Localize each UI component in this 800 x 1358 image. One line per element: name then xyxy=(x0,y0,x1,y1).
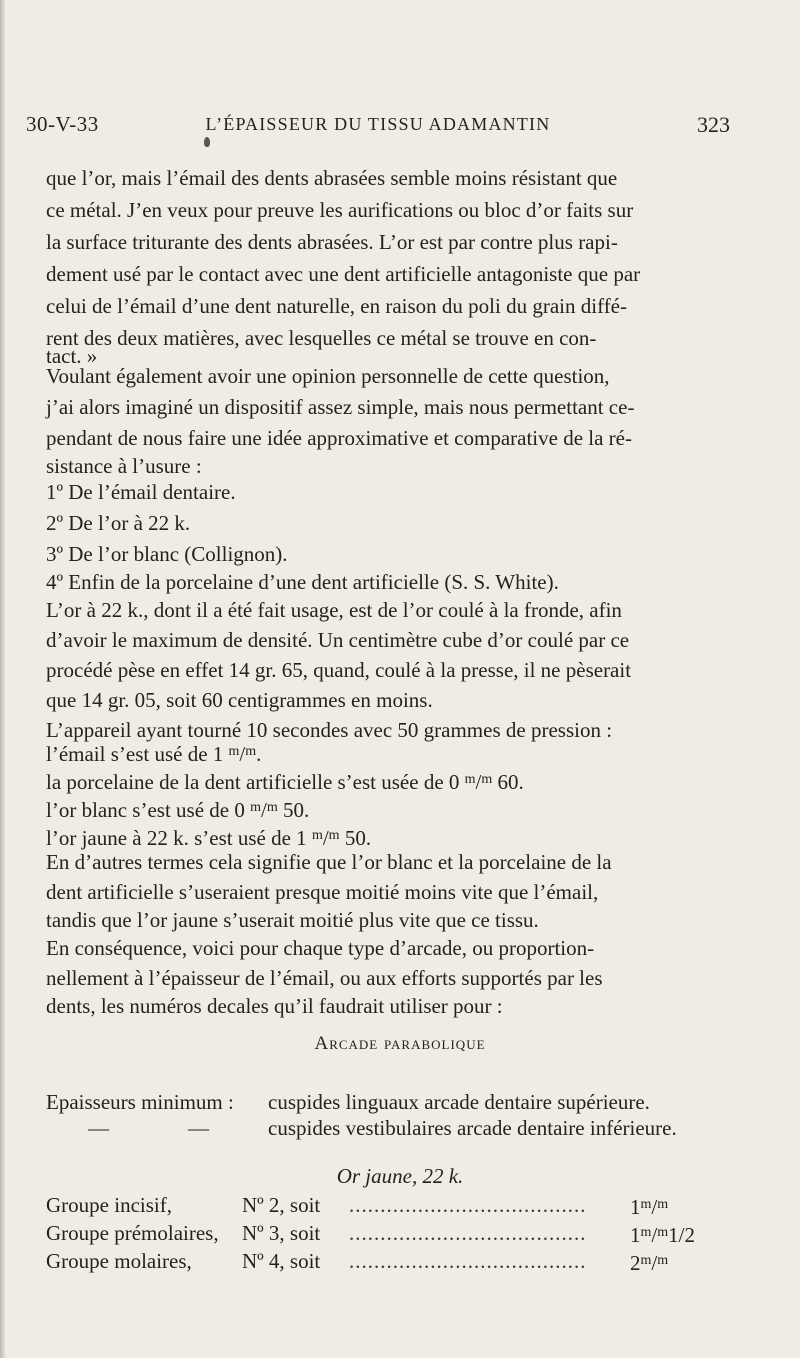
text-line: En d’autres termes cela signifie que l’or blanc et la porcelaine de la xyxy=(46,850,612,874)
subheading: Or jaune, 22 k. xyxy=(336,1164,464,1188)
text-line: j’ai alors imaginé un dispositif assez simple, mais nous permettant ce- xyxy=(46,395,635,419)
text-line: dement usé par le contact avec une dent artificielle antagoniste que par xyxy=(46,262,641,286)
text-line: L’or à 22 k., dont il a été fait usage, est de l’or coulé à la fronde, afin xyxy=(46,598,622,622)
text-line: dent artificielle s’useraient presque moitié moins vite que l’émail, xyxy=(46,880,599,904)
header-title: L’ÉPAISSEUR DU TISSU ADAMANTIN xyxy=(205,114,551,134)
ink-spot-mark xyxy=(204,137,210,147)
result-line: l’or blanc s’est usé de 0 $^m$/$^m$ 50. xyxy=(46,798,310,822)
ditto-dash: — xyxy=(188,1116,209,1140)
text-line: procédé pèse en effet 14 gr. 65, quand, coulé à la presse, il ne pèserait xyxy=(46,658,632,682)
list-item: 4º Enfin de la porcelaine d’une dent artificielle (S. S. White). xyxy=(46,570,559,594)
running-header xyxy=(26,112,730,142)
text-line: rent des deux matières, avec lesquelles ce métal se trouve en con- xyxy=(46,326,597,350)
result-line: la porcelaine de la dent artificielle s’est usée de 0 $^m$/$^m$ 60. xyxy=(46,770,524,794)
text-line: pendant de nous faire une idée approximative et comparative de la ré- xyxy=(46,426,632,450)
text-line: celui de l’émail d’une dent naturelle, en raison du poli du grain diffé- xyxy=(46,294,627,318)
text-line: ce métal. J’en veux pour preuve les aurifications ou bloc d’or faits sur xyxy=(46,198,634,222)
text-line: que l’or, mais l’émail des dents abrasées semble moins résistant que xyxy=(46,166,618,190)
text-line: tandis que l’or jaune s’userait moitié plus vite que ce tissu. xyxy=(46,908,539,932)
spec-line: cuspides vestibulaires arcade dentaire inférieure. xyxy=(268,1116,677,1140)
spec-label: Epaisseurs minimum : xyxy=(46,1090,234,1114)
list-item: 3º De l’or blanc (Collignon). xyxy=(46,542,288,566)
table-row: Groupe incisif, Nº 2, soit ...................................... 1$^m$/$^m$ xyxy=(46,1193,669,1219)
text-line: En conséquence, voici pour chaque type d’arcade, ou proportion- xyxy=(46,936,595,960)
page-spine-shadow xyxy=(0,0,5,1358)
page-number: 323 xyxy=(697,112,730,137)
text-line: Voulant également avoir une opinion personnelle de cette question, xyxy=(46,364,610,388)
text-line: nellement à l’épaisseur de l’émail, ou aux efforts supportés par les xyxy=(46,966,603,990)
list-item: 2º De l’or à 22 k. xyxy=(46,511,191,535)
table-row: Groupe molaires, Nº 4, soit ...................................... 2$^m$/$^m$ xyxy=(46,1249,669,1275)
text-line: tact. » xyxy=(46,344,98,368)
result-line: l’or jaune à 22 k. s’est usé de 1 $^m$/$^m$ 50. xyxy=(46,826,372,850)
text-line: dents, les numéros decales qu’il faudrait utiliser pour : xyxy=(46,994,503,1018)
result-line: l’émail s’est usé de 1 $^m$/$^m$. xyxy=(46,742,262,766)
text-line: la surface triturante des dents abrasées. L’or est par contre plus rapi- xyxy=(46,230,618,254)
spec-line: cuspides linguaux arcade dentaire supérieure. xyxy=(268,1090,650,1114)
text-line: sistance à l’usure : xyxy=(46,454,202,478)
list-item: 1º De l’émail dentaire. xyxy=(46,480,236,504)
table-row: Groupe prémolaires, Nº 3, soit ...................................... 1$^m$/$^m$1/2 xyxy=(46,1221,695,1247)
text-line: que 14 gr. 05, soit 60 centigrammes en moins. xyxy=(46,688,433,712)
text-line: L’appareil ayant tourné 10 secondes avec 50 grammes de pression : xyxy=(46,718,613,742)
section-title: Arcade parabolique xyxy=(314,1033,486,1054)
ditto-dash: — xyxy=(88,1116,109,1140)
header-reference: 30-V-33 xyxy=(26,112,99,136)
text-line: d’avoir le maximum de densité. Un centimètre cube d’or coulé par ce xyxy=(46,628,630,652)
